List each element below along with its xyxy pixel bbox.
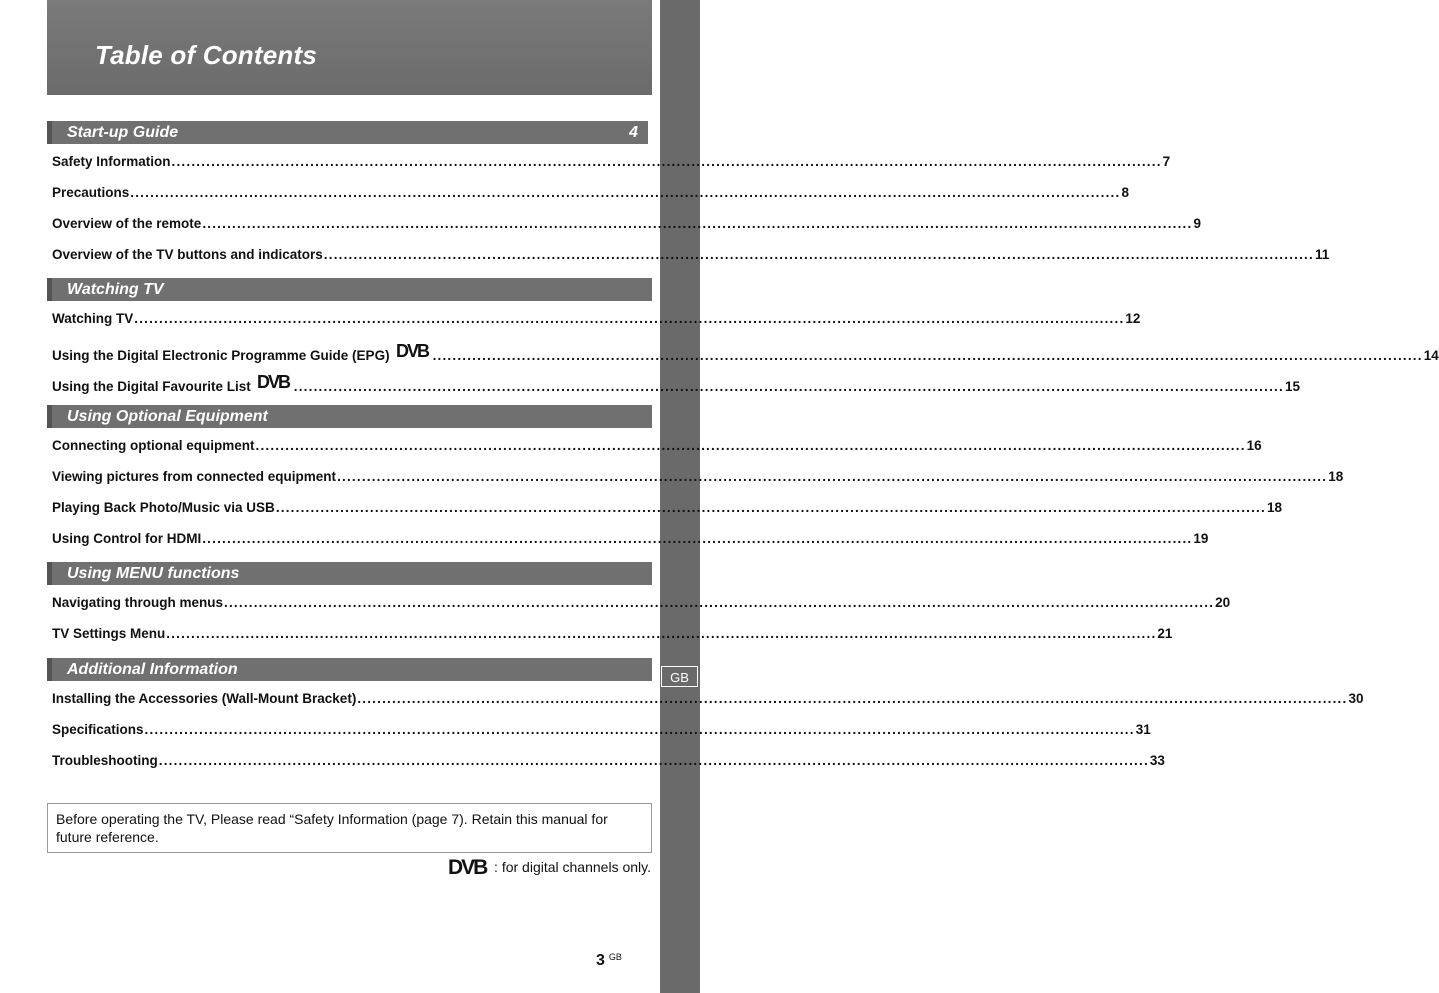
toc-entry[interactable] bbox=[52, 154, 1171, 174]
toc-entry-label: Using the Digital Electronic Programme Guide (EPG) bbox=[52, 348, 390, 363]
section-title: Start-up Guide bbox=[67, 124, 179, 141]
toc-entry[interactable] bbox=[52, 626, 1173, 646]
toc-entry-label: Connecting optional equipment bbox=[52, 438, 255, 453]
language-tab: GB bbox=[661, 666, 698, 687]
toc-entry-page: 33 bbox=[1149, 753, 1165, 768]
page-number-value: 3 bbox=[596, 952, 605, 969]
toc-entry[interactable] bbox=[52, 372, 1300, 394]
toc-entry-label: Installing the Accessories (Wall-Mount Bracket) bbox=[52, 691, 357, 706]
toc-entry[interactable] bbox=[52, 311, 1141, 331]
toc-entry-page: 8 bbox=[1121, 185, 1129, 200]
toc-entry[interactable] bbox=[52, 500, 1282, 520]
leader-dots: ........................................................................................................................................................................................................ bbox=[255, 438, 1246, 453]
toc-entry-page: 19 bbox=[1193, 531, 1209, 546]
section-header bbox=[47, 278, 652, 301]
toc-entry-page: 18 bbox=[1328, 469, 1344, 484]
toc-entry-page: 15 bbox=[1284, 379, 1300, 394]
section-title: Additional Information bbox=[67, 661, 238, 678]
side-bar bbox=[660, 0, 700, 993]
leader-dots: ........................................................................................................................................................................................................ bbox=[357, 691, 1348, 706]
toc-entry-label: Viewing pictures from connected equipment bbox=[52, 469, 337, 484]
toc-entry[interactable] bbox=[52, 216, 1201, 236]
toc-entry-page: 30 bbox=[1348, 691, 1364, 706]
toc-entry-label: Using the Digital Favourite List bbox=[52, 379, 251, 394]
section-header bbox=[47, 121, 648, 144]
section-header bbox=[47, 562, 652, 585]
section-header bbox=[47, 658, 652, 681]
section-header bbox=[47, 405, 652, 428]
page-title: Table of Contents bbox=[95, 40, 317, 70]
toc-entry-label: Safety Information bbox=[52, 154, 171, 169]
toc-entry-page: 7 bbox=[1162, 154, 1171, 169]
toc-entry[interactable] bbox=[52, 247, 1330, 267]
page-number bbox=[596, 952, 622, 970]
toc-entry[interactable] bbox=[52, 595, 1231, 615]
leader-dots: ........................................................................................................................................................................................................ bbox=[171, 154, 1162, 169]
toc-entry[interactable] bbox=[52, 531, 1209, 551]
notice-box: Before operating the TV, Please read “Safety Information (page 7). Retain this manual for future reference. bbox=[47, 803, 652, 853]
leader-dots: ........................................................................................................................................................................................................ bbox=[293, 379, 1284, 394]
leader-dots: ........................................................................................................................................................................................................ bbox=[202, 216, 1193, 231]
svg-text:DVB: DVB bbox=[395, 341, 428, 361]
page-number-suffix: GB bbox=[608, 952, 622, 962]
toc-entry-label: Playing Back Photo/Music via USB bbox=[52, 500, 275, 515]
dvb-logo-icon bbox=[448, 857, 492, 877]
section-title: Using MENU functions bbox=[67, 565, 240, 582]
toc-entry-page: 11 bbox=[1314, 247, 1330, 262]
toc-entry-page: 12 bbox=[1125, 311, 1141, 326]
leader-dots: ........................................................................................................................................................................................................ bbox=[432, 348, 1423, 363]
title-banner bbox=[47, 0, 652, 95]
toc-entry-label: Navigating through menus bbox=[52, 595, 224, 610]
leader-dots: ........................................................................................................................................................................................................ bbox=[323, 247, 1314, 262]
toc-entry[interactable] bbox=[52, 185, 1129, 205]
dvb-note-text: : for digital channels only. bbox=[494, 859, 651, 875]
toc-entry-label: Precautions bbox=[52, 185, 130, 200]
toc-entry-page: 20 bbox=[1215, 595, 1231, 610]
toc-entry-page: 16 bbox=[1246, 438, 1262, 453]
toc-entry-page: 9 bbox=[1193, 216, 1201, 231]
leader-dots: ........................................................................................................................................................................................................ bbox=[134, 311, 1125, 326]
toc-entry[interactable] bbox=[52, 469, 1344, 489]
toc-entry-label: Specifications bbox=[52, 722, 144, 737]
leader-dots: ........................................................................................................................................................................................................ bbox=[166, 626, 1157, 641]
leader-dots: ........................................................................................................................................................................................................ bbox=[144, 722, 1135, 737]
svg-text:DVB: DVB bbox=[448, 856, 487, 879]
toc-entry[interactable] bbox=[52, 691, 1364, 711]
toc-entry[interactable] bbox=[52, 438, 1262, 458]
toc-entry[interactable] bbox=[52, 341, 1439, 363]
toc-entry[interactable] bbox=[52, 753, 1165, 773]
dvb-logo-icon bbox=[257, 373, 293, 391]
leader-dots: ........................................................................................................................................................................................................ bbox=[224, 595, 1215, 610]
toc-entry-label: Overview of the remote bbox=[52, 216, 202, 231]
toc-entry-label: TV Settings Menu bbox=[52, 626, 166, 641]
toc-entry-page: 21 bbox=[1157, 626, 1173, 641]
toc-entry[interactable] bbox=[52, 722, 1151, 742]
leader-dots: ........................................................................................................................................................................................................ bbox=[275, 500, 1266, 515]
leader-dots: ........................................................................................................................................................................................................ bbox=[158, 753, 1149, 768]
leader-dots: ........................................................................................................................................................................................................ bbox=[130, 185, 1121, 200]
toc-entry-page: 14 bbox=[1423, 348, 1439, 363]
toc-entry-label: Using Control for HDMI bbox=[52, 531, 202, 546]
svg-text:DVB: DVB bbox=[256, 372, 289, 392]
section-title: Watching TV bbox=[67, 281, 164, 298]
section-title: Using Optional Equipment bbox=[67, 408, 268, 425]
toc-entry-label: Overview of the TV buttons and indicators bbox=[52, 247, 323, 262]
toc-entry-label: Troubleshooting bbox=[52, 753, 158, 768]
toc-entry-page: 18 bbox=[1266, 500, 1282, 515]
toc-entry-page: 31 bbox=[1135, 722, 1151, 737]
dvb-note bbox=[448, 857, 651, 877]
leader-dots: ........................................................................................................................................................................................................ bbox=[337, 469, 1328, 484]
section-page: 4 bbox=[629, 124, 638, 141]
dvb-logo-icon bbox=[396, 342, 432, 360]
toc-entry-label: Watching TV bbox=[52, 311, 134, 326]
leader-dots: ........................................................................................................................................................................................................ bbox=[202, 531, 1193, 546]
